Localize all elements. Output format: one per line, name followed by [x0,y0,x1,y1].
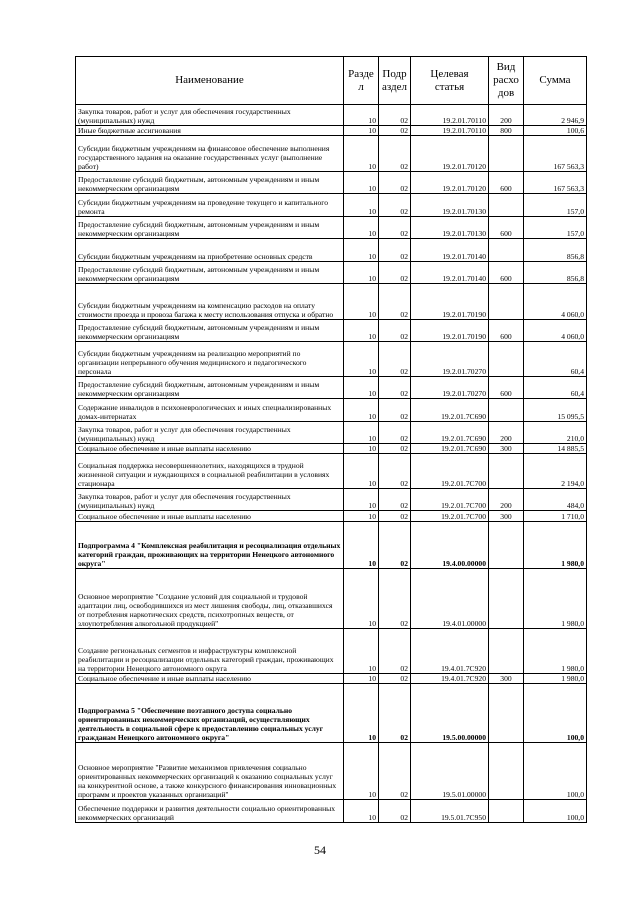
row-exp-type: 800 [489,126,524,136]
row-exp-type [489,342,524,377]
row-exp-type: 600 [489,377,524,399]
row-section: 10 [344,684,379,743]
row-target: 19.5.01.7C950 [411,800,489,823]
table-row [76,399,587,422]
row-subsection: 02 [379,629,411,674]
row-subsection: 02 [379,422,411,444]
row-sum: 60,4 [524,342,587,377]
row-section: 10 [344,172,379,194]
table-row [76,743,587,800]
row-sum: 1 980,0 [524,674,587,684]
row-subsection: 02 [379,800,411,823]
row-name: Основное мероприятие "Развитие механизмов привлечения социально ориентированных некоммерческих организаций к оказанию социальных услуг на конкурентной основе, а также конкурсного финансирования инновационных программ и проектов указанных организаций" [76,743,344,800]
row-name: Иные бюджетные ассигнования [76,126,344,136]
row-target: 19.2.01.70130 [411,194,489,217]
table-row [76,454,587,489]
row-section: 10 [344,422,379,444]
table-row [76,126,587,136]
row-exp-type: 300 [489,444,524,454]
row-sum: 15 095,5 [524,399,587,422]
row-exp-type [489,194,524,217]
row-sum: 60,4 [524,377,587,399]
row-target: 19.2.01.70190 [411,320,489,342]
row-exp-type: 600 [489,262,524,284]
row-name: Субсидии бюджетным учреждениям на проведение текущего и капитального ремонта [76,194,344,217]
row-subsection: 02 [379,454,411,489]
row-subsection: 02 [379,320,411,342]
row-sum: 4 060,0 [524,320,587,342]
row-name: Социальная поддержка несовершеннолетних, находящихся в трудной жизненной ситуации и нуждающихся в социальной реабилитации в условиях стационара [76,454,344,489]
table-row [76,194,587,217]
row-subsection: 02 [379,284,411,320]
table-row [76,444,587,454]
row-target: 19.2.01.70270 [411,342,489,377]
row-subsection: 02 [379,239,411,262]
row-sum: 2 946,9 [524,105,587,126]
row-exp-type [489,136,524,172]
row-exp-type: 300 [489,511,524,522]
row-section: 10 [344,800,379,823]
row-exp-type [489,399,524,422]
row-sum: 157,0 [524,217,587,239]
row-section: 10 [344,399,379,422]
row-exp-type: 600 [489,217,524,239]
row-target: 19.2.01.70140 [411,262,489,284]
row-target: 19.5.01.00000 [411,743,489,800]
row-name: Предоставление субсидий бюджетным, автономным учреждениям и иным некоммерческим организациям [76,217,344,239]
row-exp-type: 600 [489,320,524,342]
row-section: 10 [344,239,379,262]
row-section: 10 [344,674,379,684]
row-target: 19.4.01.00000 [411,569,489,629]
row-subsection: 02 [379,126,411,136]
row-target: 19.2.01.7C690 [411,444,489,454]
row-subsection: 02 [379,105,411,126]
row-subsection: 02 [379,674,411,684]
row-exp-type: 300 [489,674,524,684]
row-exp-type: 200 [489,422,524,444]
row-subsection: 02 [379,684,411,743]
row-subsection: 02 [379,136,411,172]
row-name: Предоставление субсидий бюджетным, автономным учреждениям и иным некоммерческим организациям [76,172,344,194]
row-target: 19.2.01.7C690 [411,422,489,444]
row-target: 19.2.01.70130 [411,217,489,239]
row-sum: 100,0 [524,800,587,823]
table-row [76,511,587,522]
row-subsection: 02 [379,262,411,284]
row-target: 19.2.01.7C700 [411,454,489,489]
row-name: Подпрограмма 4 "Комплексная реабилитация и ресоциализация отдельных категорий граждан, проживающих на территории Ненецкого автономного округа" [76,522,344,569]
row-subsection: 02 [379,489,411,511]
row-section: 10 [344,217,379,239]
table-row [76,105,587,126]
row-name: Обеспечение поддержки и развития деятельности социально ориентированных некоммерческих организаций [76,800,344,823]
row-name: Предоставление субсидий бюджетным, автономным учреждениям и иным некоммерческим организациям [76,320,344,342]
table-row [76,800,587,823]
row-target: 19.2.01.70140 [411,239,489,262]
row-sum: 1 710,0 [524,511,587,522]
row-subsection: 02 [379,444,411,454]
row-exp-type [489,629,524,674]
row-sum: 14 885,5 [524,444,587,454]
row-exp-type [489,743,524,800]
row-sum: 167 563,3 [524,172,587,194]
row-name: Закупка товаров, работ и услуг для обеспечения государственных (муниципальных) нужд [76,489,344,511]
row-section: 10 [344,342,379,377]
row-section: 10 [344,284,379,320]
row-subsection: 02 [379,342,411,377]
row-subsection: 02 [379,522,411,569]
row-subsection: 02 [379,569,411,629]
row-section: 10 [344,320,379,342]
row-target: 19.2.01.70120 [411,136,489,172]
table-row [76,489,587,511]
row-section: 10 [344,522,379,569]
row-sum: 2 194,0 [524,454,587,489]
row-subsection: 02 [379,743,411,800]
row-name: Социальное обеспечение и иные выплаты населению [76,511,344,522]
row-subsection: 02 [379,511,411,522]
row-subsection: 02 [379,172,411,194]
row-exp-type: 600 [489,172,524,194]
budget-table [75,56,587,823]
row-exp-type [489,454,524,489]
table-row [76,262,587,284]
row-target: 19.4.01.7C920 [411,629,489,674]
row-exp-type [489,684,524,743]
row-name: Закупка товаров, работ и услуг для обеспечения государственных (муниципальных) нужд [76,105,344,126]
row-section: 10 [344,444,379,454]
table-row [76,629,587,674]
row-name: Основное мероприятие "Создание условий для социальной и трудовой адаптации лиц, освободившихся из мест лишения свободы, лиц, отказавшихся от потребления наркотических средств, психотропных веществ, от злоупотребления алкогольной продукцией" [76,569,344,629]
row-exp-type [489,239,524,262]
table-row [76,377,587,399]
row-section: 10 [344,569,379,629]
row-exp-type [489,800,524,823]
row-name: Содержание инвалидов в психоневрологических и иных специализированных домах-интернатах [76,399,344,422]
row-target: 19.2.01.70110 [411,126,489,136]
row-sum: 210,0 [524,422,587,444]
row-target: 19.2.01.7C700 [411,511,489,522]
table-row [76,239,587,262]
row-name: Субсидии бюджетным учреждениям на финансовое обеспечение выполнения государственного задания на оказание государственных услуг (выполнение работ) [76,136,344,172]
row-sum: 1 980,0 [524,569,587,629]
table-row [76,422,587,444]
row-subsection: 02 [379,194,411,217]
row-section: 10 [344,126,379,136]
row-target: 19.2.01.70120 [411,172,489,194]
row-sum: 484,0 [524,489,587,511]
row-name: Субсидии бюджетным учреждениям на реализацию мероприятий по организации непрерывного обучения медицинского и педагогического персонала [76,342,344,377]
row-subsection: 02 [379,377,411,399]
row-section: 10 [344,105,379,126]
table-row [76,320,587,342]
row-section: 10 [344,743,379,800]
row-sum: 100,0 [524,743,587,800]
row-name: Подпрограмма 5 "Обеспечение поэтапного доступа социально ориентированных некоммерческих организаций, осуществляющих деятельность в социальной сфере к предоставлению социальных услуг гражданам Ненецкого автономного округа" [76,684,344,743]
row-name: Субсидии бюджетным учреждениям на компенсацию расходов на оплату стоимости проезда и провоза багажа к месту использования отпуска и обратно [76,284,344,320]
table-row [76,342,587,377]
row-subsection: 02 [379,399,411,422]
col-header-name: Наименование [76,57,344,105]
row-sum: 4 060,0 [524,284,587,320]
row-exp-type [489,522,524,569]
row-sum: 157,0 [524,194,587,217]
row-target: 19.2.01.70270 [411,377,489,399]
page-number: 54 [314,843,326,857]
table-row [76,684,587,743]
row-exp-type: 200 [489,105,524,126]
row-name: Субсидии бюджетным учреждениям на приобретение основных средств [76,239,344,262]
row-target: 19.2.01.7C690 [411,399,489,422]
row-sum: 1 980,0 [524,522,587,569]
row-name: Предоставление субсидий бюджетным, автономным учреждениям и иным некоммерческим организациям [76,377,344,399]
table-row [76,172,587,194]
row-target: 19.5.00.00000 [411,684,489,743]
row-name: Создание региональных сегментов и инфраструктуры комплексной реабилитации и ресоциализации отдельных категорий граждан, проживающих на территории Ненецкого автономного округа [76,629,344,674]
row-section: 10 [344,377,379,399]
row-exp-type [489,569,524,629]
row-exp-type [489,284,524,320]
col-header-exp-type: Вид расхо дов [489,57,524,105]
table-body [76,105,587,823]
row-name: Социальное обеспечение и иные выплаты населению [76,444,344,454]
table-row [76,217,587,239]
col-header-target: Целевая статья [411,57,489,105]
row-name: Закупка товаров, работ и услуг для обеспечения государственных (муниципальных) нужд [76,422,344,444]
col-header-section: Разде л [344,57,379,105]
row-target: 19.4.00.00000 [411,522,489,569]
row-section: 10 [344,511,379,522]
row-section: 10 [344,262,379,284]
row-section: 10 [344,194,379,217]
table-row [76,284,587,320]
table-row [76,136,587,172]
row-sum: 1 980,0 [524,629,587,674]
row-sum: 167 563,3 [524,136,587,172]
col-header-subsection: Подр аздел [379,57,411,105]
row-target: 19.4.01.7C920 [411,674,489,684]
row-section: 10 [344,454,379,489]
row-sum: 100,0 [524,684,587,743]
row-sum: 100,6 [524,126,587,136]
col-header-sum: Сумма [524,57,587,105]
row-section: 10 [344,136,379,172]
row-sum: 856,8 [524,239,587,262]
table-row [76,522,587,569]
row-subsection: 02 [379,217,411,239]
row-sum: 856,8 [524,262,587,284]
row-section: 10 [344,629,379,674]
table-header-row [76,57,587,105]
row-target: 19.2.01.70190 [411,284,489,320]
row-target: 19.2.01.70110 [411,105,489,126]
row-name: Социальное обеспечение и иные выплаты населению [76,674,344,684]
table-row [76,674,587,684]
table-row [76,569,587,629]
row-target: 19.2.01.7C700 [411,489,489,511]
row-name: Предоставление субсидий бюджетным, автономным учреждениям и иным некоммерческим организациям [76,262,344,284]
row-section: 10 [344,489,379,511]
row-exp-type: 200 [489,489,524,511]
